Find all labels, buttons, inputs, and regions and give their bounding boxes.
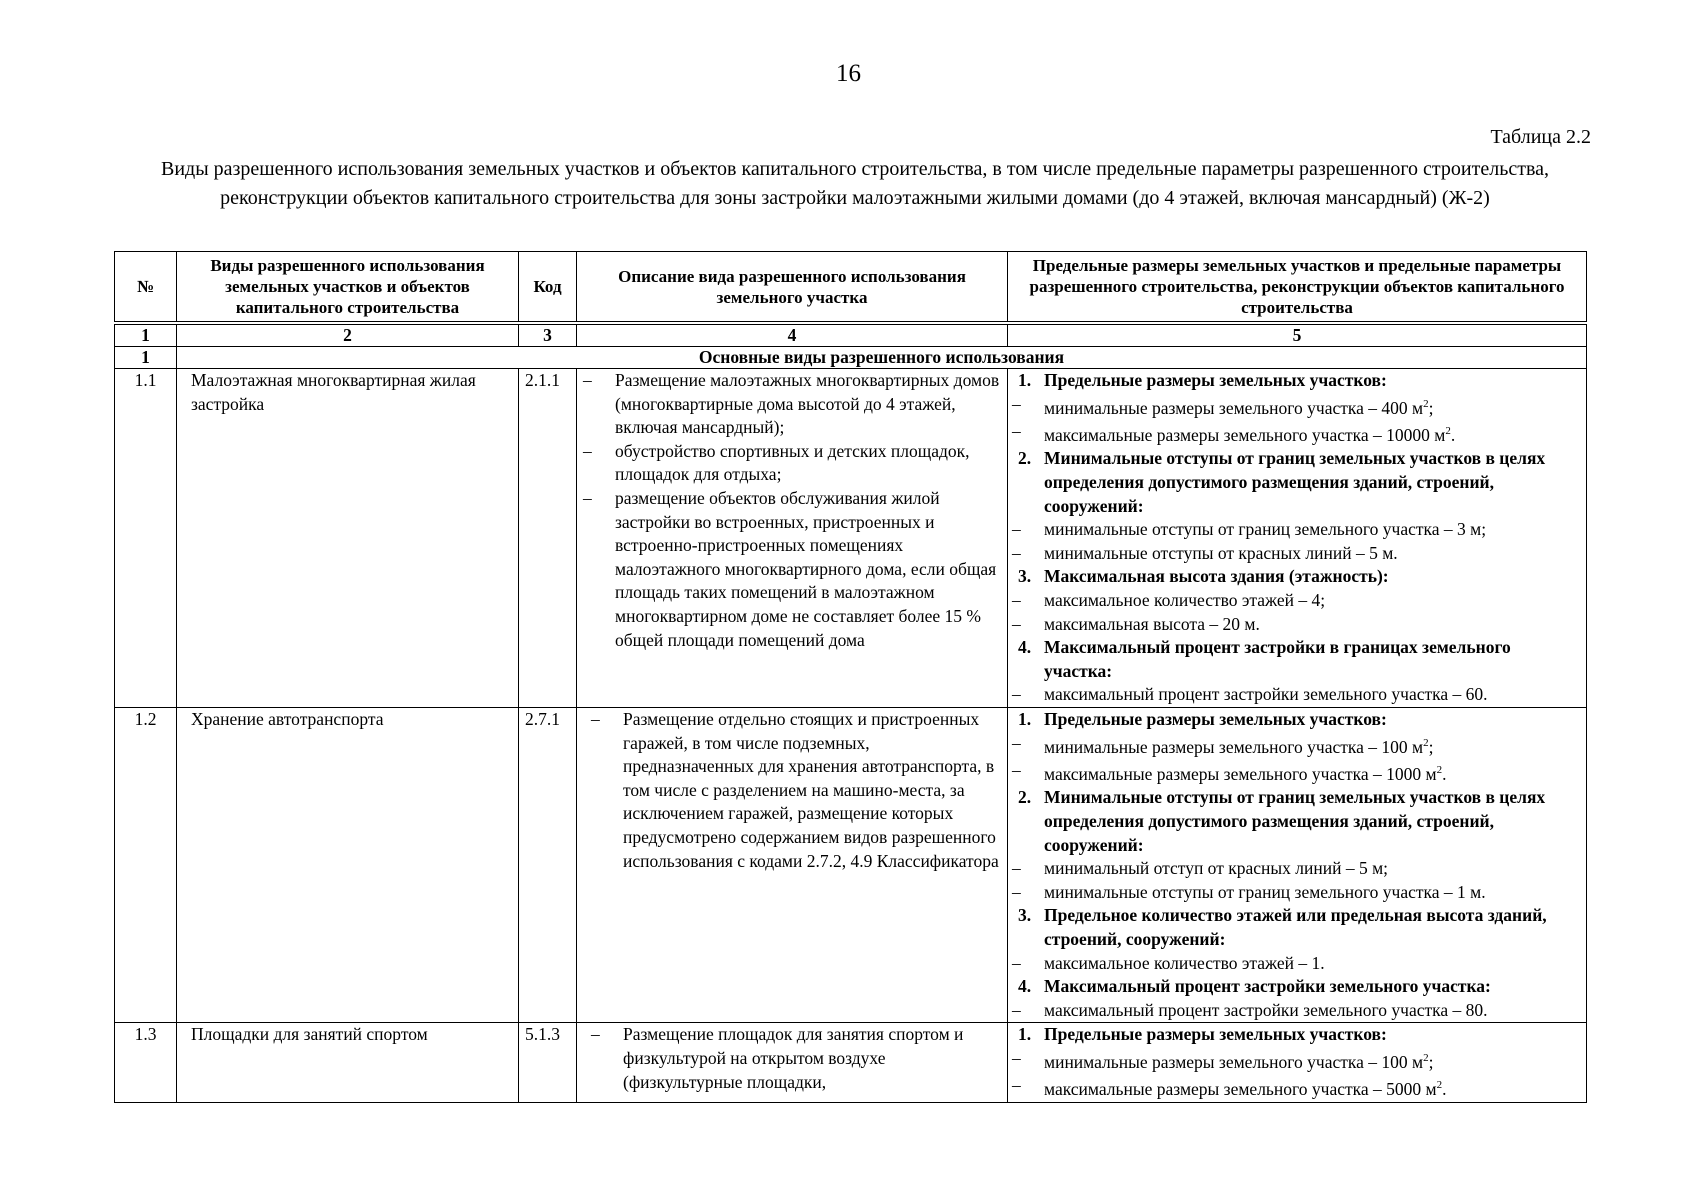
param-item: – максимальные размеры земельного участка – 1000 $м^2$. xyxy=(1008,759,1580,786)
param-item: – максимальный процент застройки земельного участка – 80. xyxy=(1008,999,1580,1023)
land-use-table xyxy=(114,251,1587,1103)
param-item: – максимальное количество этажей – 1. xyxy=(1008,952,1580,976)
table-title: Виды разрешенного использования земельных участков и объектов капитального строительства, в том числе предельные параметры разрешенного строительства, реконструкции объектов капитального строительства для зоны застройки малоэтажными жилыми домами (до 4 этажей, включая мансардный) (Ж-2) xyxy=(160,158,1550,209)
param-heading: 4. Максимальный процент застройки земельного участка: xyxy=(1018,976,1491,997)
use-description xyxy=(577,1023,1008,1102)
header-types: Виды разрешенного использования земельных участков и объектов капитального строительства xyxy=(177,252,519,324)
description-item: – Размещение отдельно стоящих и пристроенных гаражей, в том числе подземных, предназначенных для хранения автотранспорта, в том числе с разделением на машино-места, за исключением гаражей, размещение которых предусмотрено содержанием видов разрешенного использования с кодами 2.7.2, 4.9 Классификатора xyxy=(577,708,1001,873)
param-item: – максимальный процент застройки земельного участка – 60. xyxy=(1008,683,1580,707)
param-heading: 3. Максимальная высота здания (этажность): xyxy=(1018,566,1389,587)
param-item: – минимальные размеры земельного участка – 100 $м^2$; xyxy=(1008,732,1580,759)
use-params xyxy=(1008,707,1587,1022)
section-row xyxy=(115,347,1587,369)
use-description xyxy=(577,369,1008,708)
table-row xyxy=(115,369,1587,708)
use-type-name: Хранение автотранспорта xyxy=(177,707,519,1022)
use-code: 2.7.1 xyxy=(519,707,577,1022)
param-item: – максимальное количество этажей – 4; xyxy=(1008,589,1580,613)
section-title: Основные виды разрешенного использования xyxy=(177,347,1587,369)
row-number: 1.1 xyxy=(115,369,177,708)
use-type-name: Малоэтажная многоквартирная жилая застройка xyxy=(177,369,519,708)
param-heading: 1. Предельные размеры земельных участков: xyxy=(1018,708,1387,729)
header-no: № xyxy=(115,252,177,324)
column-number: 3 xyxy=(519,323,577,347)
param-heading: 3. Предельное количество этажей или предельная высота зданий, строений, сооружений: xyxy=(1018,905,1547,949)
header-row xyxy=(115,252,1587,324)
column-number: 5 xyxy=(1008,323,1587,347)
param-heading: 2. Минимальные отступы от границ земельных участков в целях определения допустимого размещения зданий, строений, сооружений: xyxy=(1018,448,1546,516)
use-code: 5.1.3 xyxy=(519,1023,577,1102)
param-item: – минимальные отступы от красных линий – 5 м. xyxy=(1008,542,1580,566)
table-label: Таблица 2.2 xyxy=(1490,126,1591,148)
page-number: 16 xyxy=(836,60,861,87)
description-item: – обустройство спортивных и детских площадок, площадок для отдыха; xyxy=(577,440,1001,487)
use-type-name: Площадки для занятий спортом xyxy=(177,1023,519,1102)
header-code: Код xyxy=(519,252,577,324)
table-row xyxy=(115,1023,1587,1102)
column-number: 1 xyxy=(115,323,177,347)
use-code: 2.1.1 xyxy=(519,369,577,708)
param-item: – максимальная высота – 20 м. xyxy=(1008,613,1580,637)
column-number: 2 xyxy=(177,323,519,347)
param-item: – минимальные размеры земельного участка – 400 $м^2$; xyxy=(1008,393,1580,420)
param-heading: 2. Минимальные отступы от границ земельных участков в целях определения допустимого размещения зданий, строений, сооружений: xyxy=(1018,787,1546,855)
section-number: 1 xyxy=(115,347,177,369)
param-item: – минимальные отступы от границ земельного участка – 3 м; xyxy=(1008,518,1580,542)
header-params: Предельные размеры земельных участков и предельные параметры разрешенного строительства, реконструкции объектов капитального строительства xyxy=(1008,252,1587,324)
param-item: – минимальные размеры земельного участка – 100 $м^2$; xyxy=(1008,1047,1580,1074)
row-number: 1.3 xyxy=(115,1023,177,1102)
param-item: – минимальные отступы от границ земельного участка – 1 м. xyxy=(1008,881,1580,905)
param-item: – максимальные размеры земельного участка – 5000 $м^2$. xyxy=(1008,1074,1580,1101)
description-item: – размещение объектов обслуживания жилой застройки во встроенных, пристроенных и встроенно-пристроенных помещениях малоэтажного многоквартирного дома, если общая площадь таких помещений в малоэтажном многоквартирном доме не составляет более 15 % общей площади помещений дома xyxy=(577,487,1001,652)
param-heading: 1. Предельные размеры земельных участков: xyxy=(1018,370,1387,390)
use-params xyxy=(1008,369,1587,708)
header-description: Описание вида разрешенного использования земельного участка xyxy=(577,252,1008,324)
description-item: – Размещение малоэтажных многоквартирных домов (многоквартирные дома высотой до 4 этажей, включая мансардный); xyxy=(577,369,1001,440)
description-item: – Размещение площадок для занятия спортом и физкультурой на открытом воздухе (физкультурные площадки, xyxy=(577,1023,1001,1094)
row-number: 1.2 xyxy=(115,707,177,1022)
column-number-row xyxy=(115,323,1587,347)
table-row xyxy=(115,707,1587,1022)
use-description xyxy=(577,707,1008,1022)
column-number: 4 xyxy=(577,323,1008,347)
param-heading: 4. Максимальный процент застройки в границах земельного участка: xyxy=(1018,637,1511,681)
use-params xyxy=(1008,1023,1587,1102)
param-item: – максимальные размеры земельного участка – 10000 $м^2$. xyxy=(1008,420,1580,447)
param-item: – минимальный отступ от красных линий – 5 м; xyxy=(1008,857,1580,881)
param-heading: 1. Предельные размеры земельных участков: xyxy=(1018,1024,1387,1045)
